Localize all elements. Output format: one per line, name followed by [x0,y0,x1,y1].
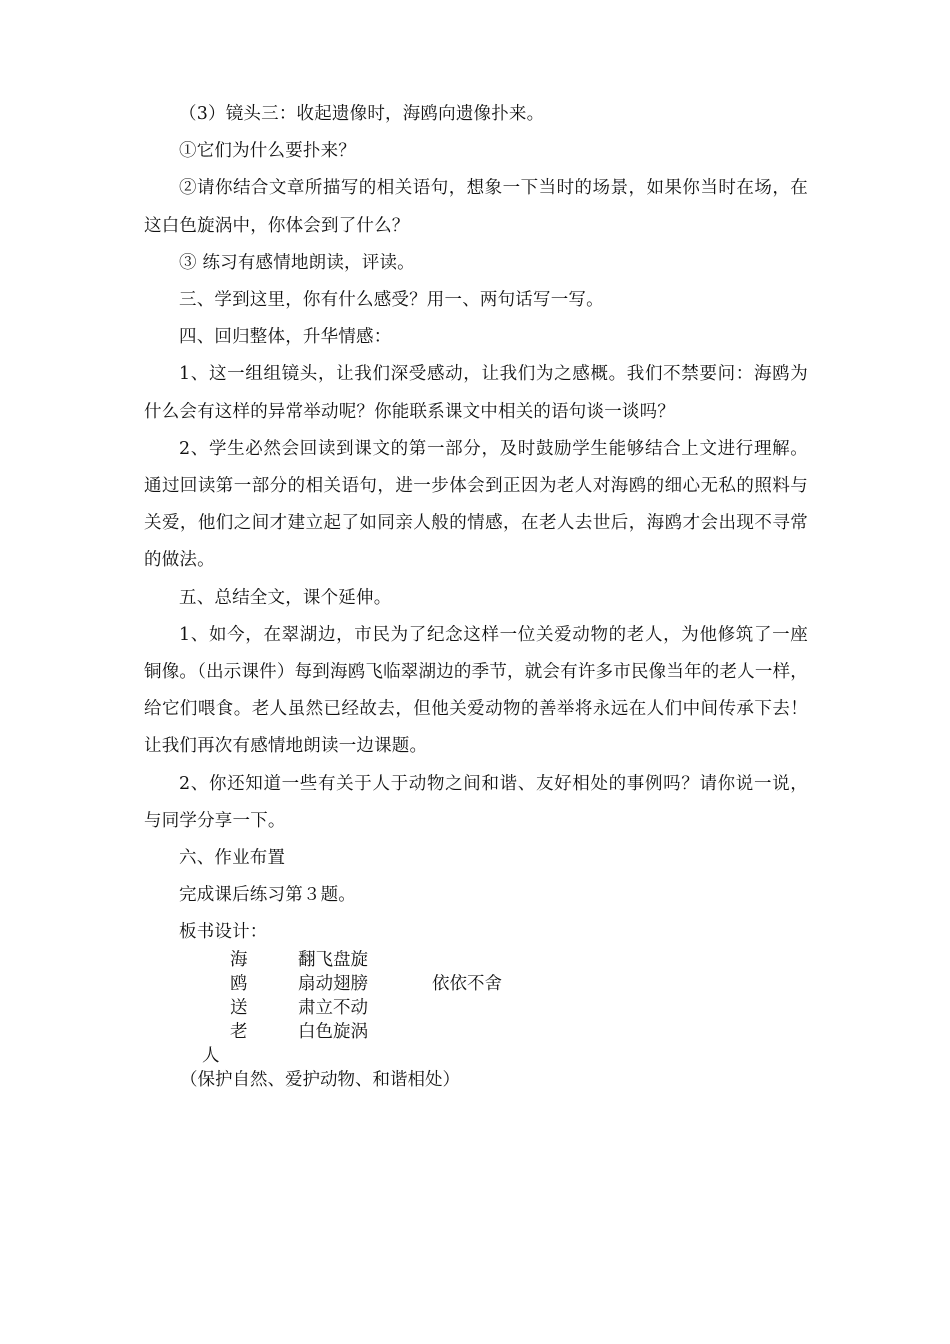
paragraph-section-five: 五、总结全文，课个延伸。 [179,587,392,608]
board-left-char: 鸥 [230,974,248,994]
board-summary-note: （保护自然、爱护动物、和谐相处） [180,1070,460,1090]
board-right-phrase: 依依不舍 [432,974,502,994]
paragraph-five-item-1: 1、如今，在翠湖边，市民为了纪念这样一位关爱动物的老人，为他修筑了一座铜像。（出示课件）每到海鸥飞临翠湖边的季节，就会有许多市民像当年的老人一样，给它们喂食。老人虽然已经故去，但他关爱动物的善举将永远在人们中间传承下去！让我们再次有感情地朗读一边课题。 [144,624,808,757]
paragraph-homework: 完成课后练习第３题。 [179,885,356,906]
board-left-char: 送 [230,998,248,1018]
board-row [144,972,744,996]
board-row [144,948,744,972]
paragraph-four-item-2: 2、学生必然会回读到课文的第一部分，及时鼓励学生能够结合上文进行理解。通过回读第一部分的相关语句，进一步体会到正因为老人对海鸥的细心无私的照料与关爱，他们之间才建立起了如同亲人般的情感，在老人去世后，海鸥才会出现不寻常的做法。 [144,438,808,571]
board-middle-phrase: 肃立不动 [298,998,368,1018]
paragraph-section-four: 四、回归整体，升华情感： [179,327,392,348]
paragraph-section-six: 六、作业布置 [179,848,286,869]
board-row [144,1020,744,1044]
paragraph-four-item-1: 1、这一组组镜头，让我们深受感动，让我们为之感概。我们不禁要问：海鸥为什么会有这样的异常举动呢？你能联系课文中相关的语句谈一谈吗？ [144,364,808,422]
board-row [144,1044,744,1068]
paragraph-shot-three: （3）镜头三：收起遗像时，海鸥向遗像扑来。 [179,104,545,124]
blackboard-design [144,948,744,1092]
board-middle-phrase: 白色旋涡 [298,1022,368,1042]
board-left-char: 海 [230,950,248,970]
document-body [144,96,808,952]
paragraph-question-1: ①它们为什么要扑来？ [179,141,356,162]
paragraph-five-item-2: 2、你还知道一些有关于人于动物之间和谐、友好相处的事例吗？请你说一说，与同学分享一下。 [144,773,808,831]
board-row [144,1068,744,1092]
paragraph-question-3: ③ 练习有感情地朗读，评读。 [179,252,415,273]
board-row [144,996,744,1020]
paragraph-section-three: 三、学到这里，你有什么感受？用一、两句话写一写。 [179,290,604,311]
paragraph-board-title: 板书设计： [179,922,268,943]
board-last-char: 人 [202,1046,220,1066]
paragraph-question-2: ②请你结合文章所描写的相关语句，想象一下当时的场景，如果你当时在场，在这白色旋涡中，你体会到了什么？ [144,178,808,236]
board-left-char: 老 [230,1022,248,1042]
board-middle-phrase: 扇动翅膀 [298,974,368,994]
board-middle-phrase: 翻飞盘旋 [298,950,368,970]
